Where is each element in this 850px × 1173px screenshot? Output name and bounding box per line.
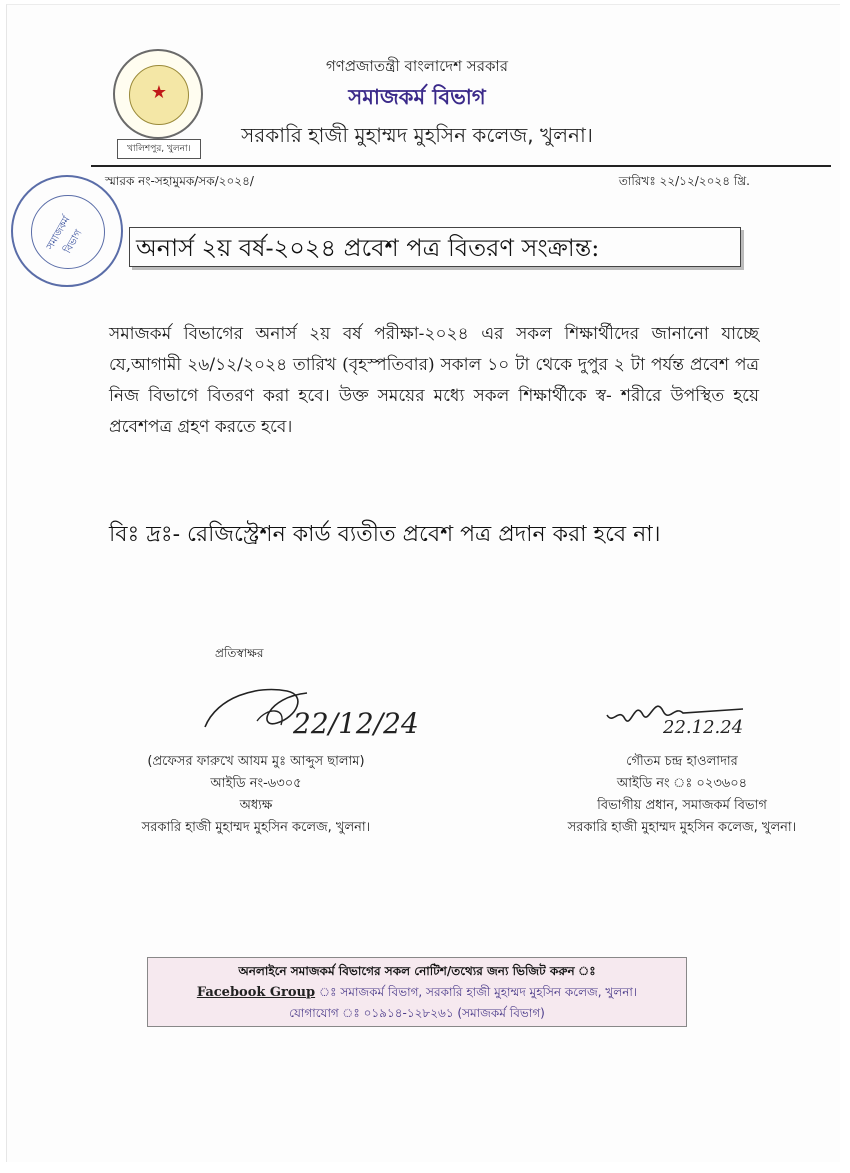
principal-org: সরকারি হাজী মুহাম্মদ মুহসিন কলেজ, খুলনা। (141, 820, 371, 835)
principal-signature-date: 22/12/24 (293, 707, 419, 737)
principal-signature (197, 677, 427, 737)
seal-text: সমাজকর্ম বিভাগ (44, 214, 85, 256)
countersign-label: প্রতিস্বাক্ষর (215, 646, 264, 660)
memo-number: স্মারক নং-সহামুমক/সক/২০২৪/ (105, 174, 254, 188)
principal-id: আইডি নং-৬৩০৫ (210, 776, 302, 791)
header-divider (91, 165, 831, 167)
head-signature (603, 685, 753, 737)
contact-line: যোগাযোগ ঃ ০১৯১৪-১২৮২৬১ (সমাজকর্ম বিভাগ) (289, 1006, 545, 1020)
facebook-group-label[interactable]: Facebook Group (196, 985, 316, 1000)
notice-subject: অনার্স ২য় বর্ষ-২০২৪ প্রবেশ পত্র বিতরণ সংক্রান্ত: (129, 227, 741, 267)
head-signatory (537, 751, 827, 839)
logo-emblem (129, 65, 189, 125)
notice-body: সমাজকর্ম বিভাগের অনার্স ২য় বর্ষ পরীক্ষা-২০২৪ এর সকল শিক্ষার্থীদের জানানো যাচ্ছে যে,আগামী ২৬/১২/২০২৪ তারিখ (বৃহস্পতিবার) সকাল ১০ টা থেকে দুপুর ২ টা পর্যন্ত প্রবেশ পত্র নিজ বিভাগে বিতরণ করা হবে। উক্ত সময়ের মধ্যে সকল শিক্ষার্থীকে স্ব- শরীরে উপস্থিত হয়ে প্রবেশপত্র গ্রহণ করতে হবে। (109, 324, 759, 437)
notice-page (6, 4, 840, 1162)
notice-note: বিঃ দ্রঃ- রেজিস্ট্রেশন কার্ড ব্যতীত প্রবেশ পত্র প্রদান করা হবে না। (109, 522, 661, 547)
logo-caption: খালিশপুর, খুলনা। (117, 139, 201, 159)
government-title: গণপ্রজাতন্ত্রী বাংলাদেশ সরকার (325, 57, 509, 75)
college-title: সরকারি হাজী মুহাম্মদ মুহসিন কলেজ, খুলনা। (241, 123, 593, 147)
head-name: গৌতম চন্দ্র হাওলাদার (626, 754, 738, 769)
head-org: সরকারি হাজী মুহাম্মদ মুহসিন কলেজ, খুলনা। (567, 820, 797, 835)
online-info-box (147, 957, 687, 1027)
department-title: সমাজকর্ম বিভাগ (348, 85, 486, 109)
college-logo (113, 49, 203, 139)
head-id: আইডি নং ঃ ০২৩৬০৪ (616, 776, 748, 791)
online-info-heading: অনলাইনে সমাজকর্ম বিভাগের সকল নোটিশ/তথ্যের জন্য ভিজিট করুন ঃ (238, 964, 596, 978)
principal-name: (প্রফেসর ফারুখে আযম মুঃ আব্দুস ছালাম) (147, 754, 365, 769)
facebook-group-value: ঃ সমাজকর্ম বিভাগ, সরকারি হাজী মুহাম্মদ মুহসিন কলেজ, খুলনা। (315, 985, 638, 999)
star-icon: ★ (150, 82, 168, 103)
notice-date: তারিখঃ ২২/১২/২০২৪ খ্রি. (618, 174, 750, 188)
facebook-group-line (148, 982, 686, 1003)
principal-signatory (111, 751, 401, 839)
principal-title: অধ্যক্ষ (239, 798, 273, 813)
head-signature-date: 22.12.24 (663, 717, 744, 737)
head-title: বিভাগীয় প্রধান, সমাজকর্ম বিভাগ (597, 798, 767, 813)
department-seal (11, 175, 123, 287)
